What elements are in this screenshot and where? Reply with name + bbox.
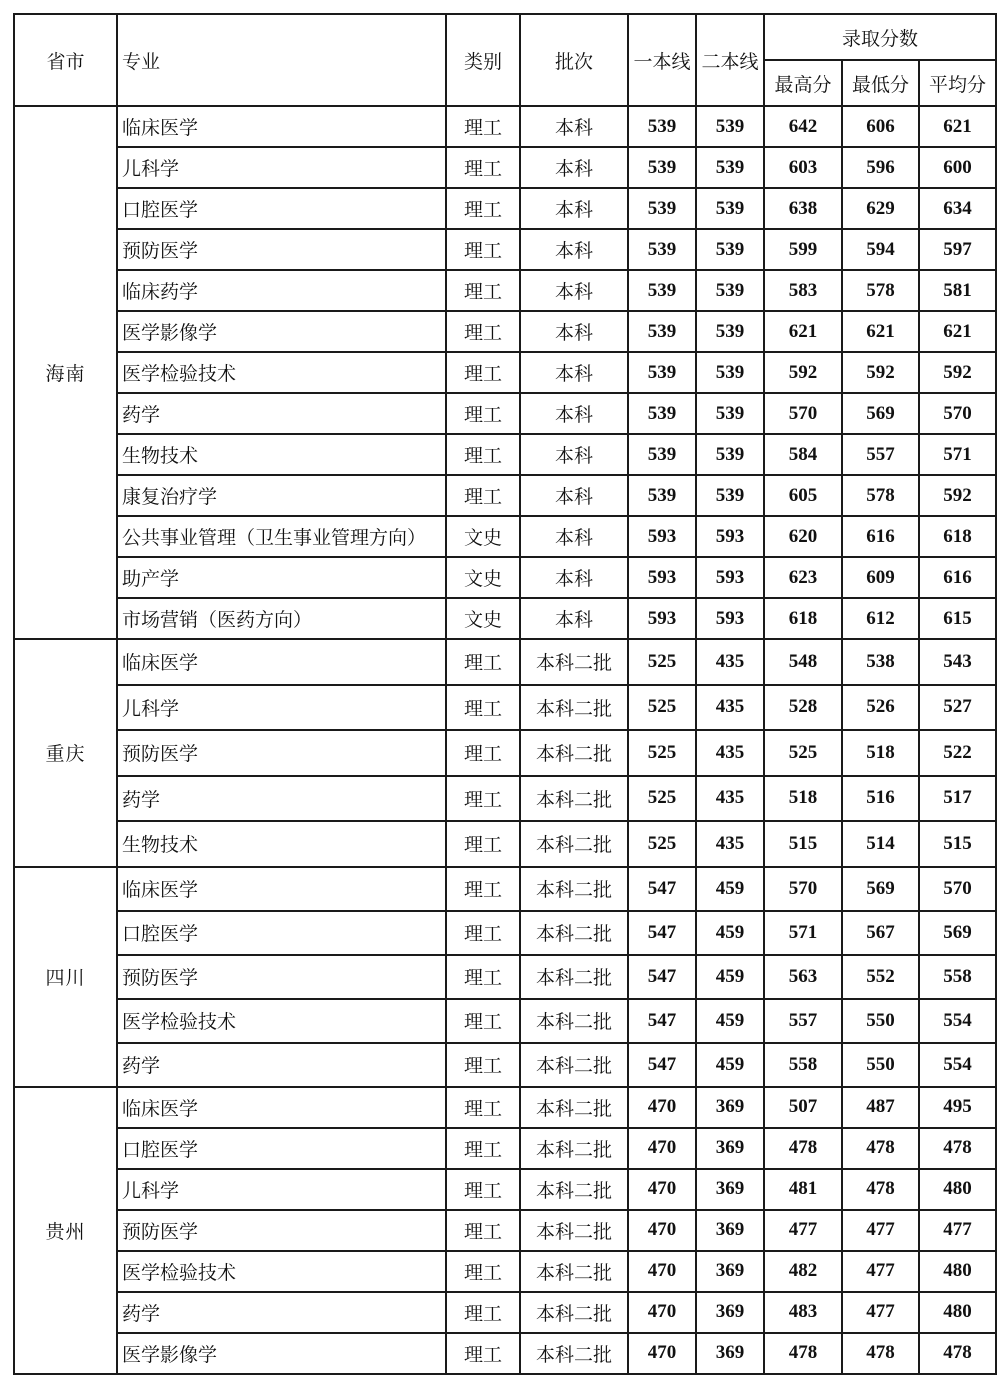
min-cell: 609 [842, 557, 919, 598]
table-row [14, 867, 996, 911]
line1-cell: 593 [628, 598, 696, 639]
category-cell: 文史 [446, 598, 520, 639]
avg-cell: 543 [919, 639, 996, 685]
table-row [14, 1210, 996, 1251]
max-cell: 478 [764, 1128, 842, 1169]
line2-cell: 459 [696, 911, 764, 955]
line1-cell: 593 [628, 557, 696, 598]
table-body [14, 106, 996, 1374]
line2-cell: 593 [696, 598, 764, 639]
province-cell: 海南 [14, 106, 117, 639]
batch-cell: 本科 [520, 516, 628, 557]
avg-cell: 600 [919, 147, 996, 188]
major-cell: 康复治疗学 [117, 475, 446, 516]
major-cell: 医学影像学 [117, 311, 446, 352]
line1-cell: 525 [628, 821, 696, 867]
batch-cell: 本科二批 [520, 1043, 628, 1087]
category-cell: 理工 [446, 229, 520, 270]
header-line2: 二本线 [696, 14, 764, 106]
table-row [14, 147, 996, 188]
batch-cell: 本科 [520, 229, 628, 270]
max-cell: 583 [764, 270, 842, 311]
line1-cell: 539 [628, 229, 696, 270]
line2-cell: 369 [696, 1087, 764, 1128]
max-cell: 483 [764, 1292, 842, 1333]
line2-cell: 369 [696, 1169, 764, 1210]
major-cell: 儿科学 [117, 1169, 446, 1210]
category-cell: 理工 [446, 1087, 520, 1128]
table-row [14, 1333, 996, 1374]
batch-cell: 本科二批 [520, 911, 628, 955]
header-batch: 批次 [520, 14, 628, 106]
table-row [14, 1251, 996, 1292]
line1-cell: 470 [628, 1251, 696, 1292]
line2-cell: 459 [696, 999, 764, 1043]
table-row [14, 911, 996, 955]
min-cell: 578 [842, 270, 919, 311]
line2-cell: 369 [696, 1210, 764, 1251]
table-row [14, 516, 996, 557]
table-row [14, 311, 996, 352]
batch-cell: 本科二批 [520, 999, 628, 1043]
avg-cell: 515 [919, 821, 996, 867]
avg-cell: 569 [919, 911, 996, 955]
category-cell: 理工 [446, 1128, 520, 1169]
header-max: 最高分 [764, 60, 842, 106]
table-row [14, 106, 996, 147]
table-row [14, 434, 996, 475]
table-row [14, 1087, 996, 1128]
table-row [14, 821, 996, 867]
min-cell: 487 [842, 1087, 919, 1128]
batch-cell: 本科二批 [520, 955, 628, 999]
major-cell: 临床药学 [117, 270, 446, 311]
category-cell: 理工 [446, 352, 520, 393]
category-cell: 理工 [446, 106, 520, 147]
category-cell: 理工 [446, 1333, 520, 1374]
avg-cell: 615 [919, 598, 996, 639]
batch-cell: 本科二批 [520, 1292, 628, 1333]
table-row [14, 188, 996, 229]
batch-cell: 本科二批 [520, 730, 628, 776]
batch-cell: 本科 [520, 434, 628, 475]
major-cell: 临床医学 [117, 1087, 446, 1128]
line2-cell: 435 [696, 730, 764, 776]
min-cell: 578 [842, 475, 919, 516]
min-cell: 478 [842, 1169, 919, 1210]
min-cell: 518 [842, 730, 919, 776]
category-cell: 理工 [446, 776, 520, 822]
line2-cell: 435 [696, 639, 764, 685]
line1-cell: 539 [628, 475, 696, 516]
max-cell: 605 [764, 475, 842, 516]
avg-cell: 592 [919, 475, 996, 516]
table-row [14, 557, 996, 598]
major-cell: 预防医学 [117, 229, 446, 270]
line2-cell: 539 [696, 434, 764, 475]
avg-cell: 554 [919, 1043, 996, 1087]
max-cell: 638 [764, 188, 842, 229]
line2-cell: 539 [696, 270, 764, 311]
header-scores: 录取分数 [764, 14, 996, 60]
line1-cell: 470 [628, 1292, 696, 1333]
line1-cell: 525 [628, 730, 696, 776]
line1-cell: 539 [628, 352, 696, 393]
min-cell: 569 [842, 393, 919, 434]
header-avg: 平均分 [919, 60, 996, 106]
line1-cell: 525 [628, 685, 696, 731]
major-cell: 预防医学 [117, 955, 446, 999]
major-cell: 口腔医学 [117, 1128, 446, 1169]
table-row [14, 598, 996, 639]
line1-cell: 547 [628, 867, 696, 911]
line2-cell: 593 [696, 557, 764, 598]
category-cell: 理工 [446, 1251, 520, 1292]
max-cell: 557 [764, 999, 842, 1043]
major-cell: 预防医学 [117, 730, 446, 776]
major-cell: 助产学 [117, 557, 446, 598]
batch-cell: 本科 [520, 270, 628, 311]
line2-cell: 435 [696, 776, 764, 822]
avg-cell: 554 [919, 999, 996, 1043]
province-cell: 四川 [14, 867, 117, 1087]
max-cell: 584 [764, 434, 842, 475]
header-province: 省市 [14, 14, 117, 106]
max-cell: 599 [764, 229, 842, 270]
line2-cell: 369 [696, 1128, 764, 1169]
min-cell: 478 [842, 1128, 919, 1169]
max-cell: 478 [764, 1333, 842, 1374]
line1-cell: 539 [628, 147, 696, 188]
line2-cell: 369 [696, 1292, 764, 1333]
major-cell: 儿科学 [117, 685, 446, 731]
category-cell: 理工 [446, 147, 520, 188]
table-row [14, 776, 996, 822]
line2-cell: 539 [696, 229, 764, 270]
category-cell: 理工 [446, 475, 520, 516]
batch-cell: 本科二批 [520, 1128, 628, 1169]
table-row [14, 270, 996, 311]
line1-cell: 470 [628, 1333, 696, 1374]
avg-cell: 522 [919, 730, 996, 776]
major-cell: 药学 [117, 1043, 446, 1087]
category-cell: 理工 [446, 1210, 520, 1251]
header-category: 类别 [446, 14, 520, 106]
batch-cell: 本科 [520, 106, 628, 147]
line1-cell: 547 [628, 999, 696, 1043]
max-cell: 477 [764, 1210, 842, 1251]
major-cell: 医学检验技术 [117, 999, 446, 1043]
min-cell: 552 [842, 955, 919, 999]
avg-cell: 480 [919, 1251, 996, 1292]
line1-cell: 593 [628, 516, 696, 557]
line2-cell: 435 [696, 821, 764, 867]
table-row [14, 999, 996, 1043]
max-cell: 618 [764, 598, 842, 639]
min-cell: 516 [842, 776, 919, 822]
table-row [14, 352, 996, 393]
category-cell: 理工 [446, 730, 520, 776]
min-cell: 477 [842, 1210, 919, 1251]
batch-cell: 本科二批 [520, 776, 628, 822]
table-row [14, 1043, 996, 1087]
category-cell: 理工 [446, 311, 520, 352]
avg-cell: 597 [919, 229, 996, 270]
max-cell: 528 [764, 685, 842, 731]
line2-cell: 459 [696, 867, 764, 911]
batch-cell: 本科 [520, 475, 628, 516]
major-cell: 医学影像学 [117, 1333, 446, 1374]
avg-cell: 634 [919, 188, 996, 229]
line2-cell: 369 [696, 1251, 764, 1292]
category-cell: 理工 [446, 955, 520, 999]
min-cell: 557 [842, 434, 919, 475]
major-cell: 临床医学 [117, 639, 446, 685]
min-cell: 567 [842, 911, 919, 955]
max-cell: 642 [764, 106, 842, 147]
max-cell: 621 [764, 311, 842, 352]
header-min: 最低分 [842, 60, 919, 106]
batch-cell: 本科二批 [520, 1251, 628, 1292]
table-row [14, 229, 996, 270]
avg-cell: 480 [919, 1292, 996, 1333]
avg-cell: 558 [919, 955, 996, 999]
max-cell: 548 [764, 639, 842, 685]
line2-cell: 539 [696, 311, 764, 352]
min-cell: 616 [842, 516, 919, 557]
batch-cell: 本科二批 [520, 685, 628, 731]
major-cell: 口腔医学 [117, 188, 446, 229]
avg-cell: 478 [919, 1333, 996, 1374]
line1-cell: 525 [628, 639, 696, 685]
avg-cell: 621 [919, 106, 996, 147]
line1-cell: 470 [628, 1169, 696, 1210]
batch-cell: 本科二批 [520, 867, 628, 911]
line1-cell: 539 [628, 106, 696, 147]
category-cell: 理工 [446, 1169, 520, 1210]
max-cell: 623 [764, 557, 842, 598]
line2-cell: 369 [696, 1333, 764, 1374]
avg-cell: 495 [919, 1087, 996, 1128]
category-cell: 理工 [446, 821, 520, 867]
batch-cell: 本科二批 [520, 821, 628, 867]
batch-cell: 本科二批 [520, 639, 628, 685]
line1-cell: 539 [628, 270, 696, 311]
category-cell: 文史 [446, 557, 520, 598]
major-cell: 市场营销（医药方向） [117, 598, 446, 639]
batch-cell: 本科二批 [520, 1087, 628, 1128]
min-cell: 592 [842, 352, 919, 393]
major-cell: 医学检验技术 [117, 352, 446, 393]
avg-cell: 570 [919, 393, 996, 434]
max-cell: 592 [764, 352, 842, 393]
category-cell: 理工 [446, 188, 520, 229]
category-cell: 理工 [446, 393, 520, 434]
avg-cell: 621 [919, 311, 996, 352]
max-cell: 558 [764, 1043, 842, 1087]
line1-cell: 539 [628, 393, 696, 434]
major-cell: 预防医学 [117, 1210, 446, 1251]
avg-cell: 571 [919, 434, 996, 475]
min-cell: 621 [842, 311, 919, 352]
line2-cell: 539 [696, 188, 764, 229]
max-cell: 570 [764, 867, 842, 911]
avg-cell: 480 [919, 1169, 996, 1210]
line2-cell: 539 [696, 147, 764, 188]
table-row [14, 1169, 996, 1210]
min-cell: 478 [842, 1333, 919, 1374]
category-cell: 理工 [446, 867, 520, 911]
admission-score-table [13, 13, 997, 1375]
line1-cell: 547 [628, 911, 696, 955]
province-cell: 贵州 [14, 1087, 117, 1374]
category-cell: 文史 [446, 516, 520, 557]
batch-cell: 本科二批 [520, 1169, 628, 1210]
header-line1: 一本线 [628, 14, 696, 106]
line2-cell: 539 [696, 106, 764, 147]
avg-cell: 592 [919, 352, 996, 393]
line1-cell: 539 [628, 434, 696, 475]
batch-cell: 本科 [520, 188, 628, 229]
batch-cell: 本科 [520, 557, 628, 598]
major-cell: 公共事业管理（卫生事业管理方向） [117, 516, 446, 557]
line1-cell: 539 [628, 188, 696, 229]
min-cell: 606 [842, 106, 919, 147]
min-cell: 596 [842, 147, 919, 188]
line2-cell: 593 [696, 516, 764, 557]
max-cell: 570 [764, 393, 842, 434]
max-cell: 481 [764, 1169, 842, 1210]
max-cell: 620 [764, 516, 842, 557]
batch-cell: 本科二批 [520, 1333, 628, 1374]
table-row [14, 1292, 996, 1333]
min-cell: 594 [842, 229, 919, 270]
major-cell: 生物技术 [117, 821, 446, 867]
avg-cell: 527 [919, 685, 996, 731]
category-cell: 理工 [446, 270, 520, 311]
line1-cell: 470 [628, 1128, 696, 1169]
major-cell: 药学 [117, 393, 446, 434]
max-cell: 603 [764, 147, 842, 188]
avg-cell: 618 [919, 516, 996, 557]
table-row [14, 393, 996, 434]
header-major: 专业 [117, 14, 446, 106]
line1-cell: 539 [628, 311, 696, 352]
min-cell: 477 [842, 1251, 919, 1292]
line1-cell: 547 [628, 955, 696, 999]
min-cell: 477 [842, 1292, 919, 1333]
line2-cell: 459 [696, 955, 764, 999]
batch-cell: 本科 [520, 352, 628, 393]
major-cell: 临床医学 [117, 106, 446, 147]
min-cell: 514 [842, 821, 919, 867]
batch-cell: 本科 [520, 598, 628, 639]
line2-cell: 459 [696, 1043, 764, 1087]
table-row [14, 685, 996, 731]
avg-cell: 570 [919, 867, 996, 911]
max-cell: 571 [764, 911, 842, 955]
category-cell: 理工 [446, 434, 520, 475]
table-row [14, 955, 996, 999]
batch-cell: 本科二批 [520, 1210, 628, 1251]
min-cell: 629 [842, 188, 919, 229]
avg-cell: 478 [919, 1128, 996, 1169]
min-cell: 526 [842, 685, 919, 731]
major-cell: 药学 [117, 1292, 446, 1333]
batch-cell: 本科 [520, 311, 628, 352]
category-cell: 理工 [446, 685, 520, 731]
avg-cell: 517 [919, 776, 996, 822]
line1-cell: 547 [628, 1043, 696, 1087]
max-cell: 525 [764, 730, 842, 776]
major-cell: 生物技术 [117, 434, 446, 475]
major-cell: 口腔医学 [117, 911, 446, 955]
province-cell: 重庆 [14, 639, 117, 867]
category-cell: 理工 [446, 911, 520, 955]
category-cell: 理工 [446, 999, 520, 1043]
table-row [14, 1128, 996, 1169]
min-cell: 538 [842, 639, 919, 685]
line2-cell: 539 [696, 393, 764, 434]
min-cell: 550 [842, 1043, 919, 1087]
table-row [14, 730, 996, 776]
line2-cell: 539 [696, 475, 764, 516]
major-cell: 医学检验技术 [117, 1251, 446, 1292]
table-row [14, 639, 996, 685]
major-cell: 药学 [117, 776, 446, 822]
max-cell: 507 [764, 1087, 842, 1128]
line1-cell: 470 [628, 1087, 696, 1128]
line1-cell: 525 [628, 776, 696, 822]
avg-cell: 616 [919, 557, 996, 598]
category-cell: 理工 [446, 1292, 520, 1333]
line2-cell: 539 [696, 352, 764, 393]
max-cell: 518 [764, 776, 842, 822]
line2-cell: 435 [696, 685, 764, 731]
line1-cell: 470 [628, 1210, 696, 1251]
table-row [14, 475, 996, 516]
category-cell: 理工 [446, 639, 520, 685]
max-cell: 515 [764, 821, 842, 867]
max-cell: 563 [764, 955, 842, 999]
min-cell: 550 [842, 999, 919, 1043]
major-cell: 临床医学 [117, 867, 446, 911]
avg-cell: 477 [919, 1210, 996, 1251]
category-cell: 理工 [446, 1043, 520, 1087]
avg-cell: 581 [919, 270, 996, 311]
major-cell: 儿科学 [117, 147, 446, 188]
batch-cell: 本科 [520, 393, 628, 434]
min-cell: 612 [842, 598, 919, 639]
batch-cell: 本科 [520, 147, 628, 188]
max-cell: 482 [764, 1251, 842, 1292]
min-cell: 569 [842, 867, 919, 911]
